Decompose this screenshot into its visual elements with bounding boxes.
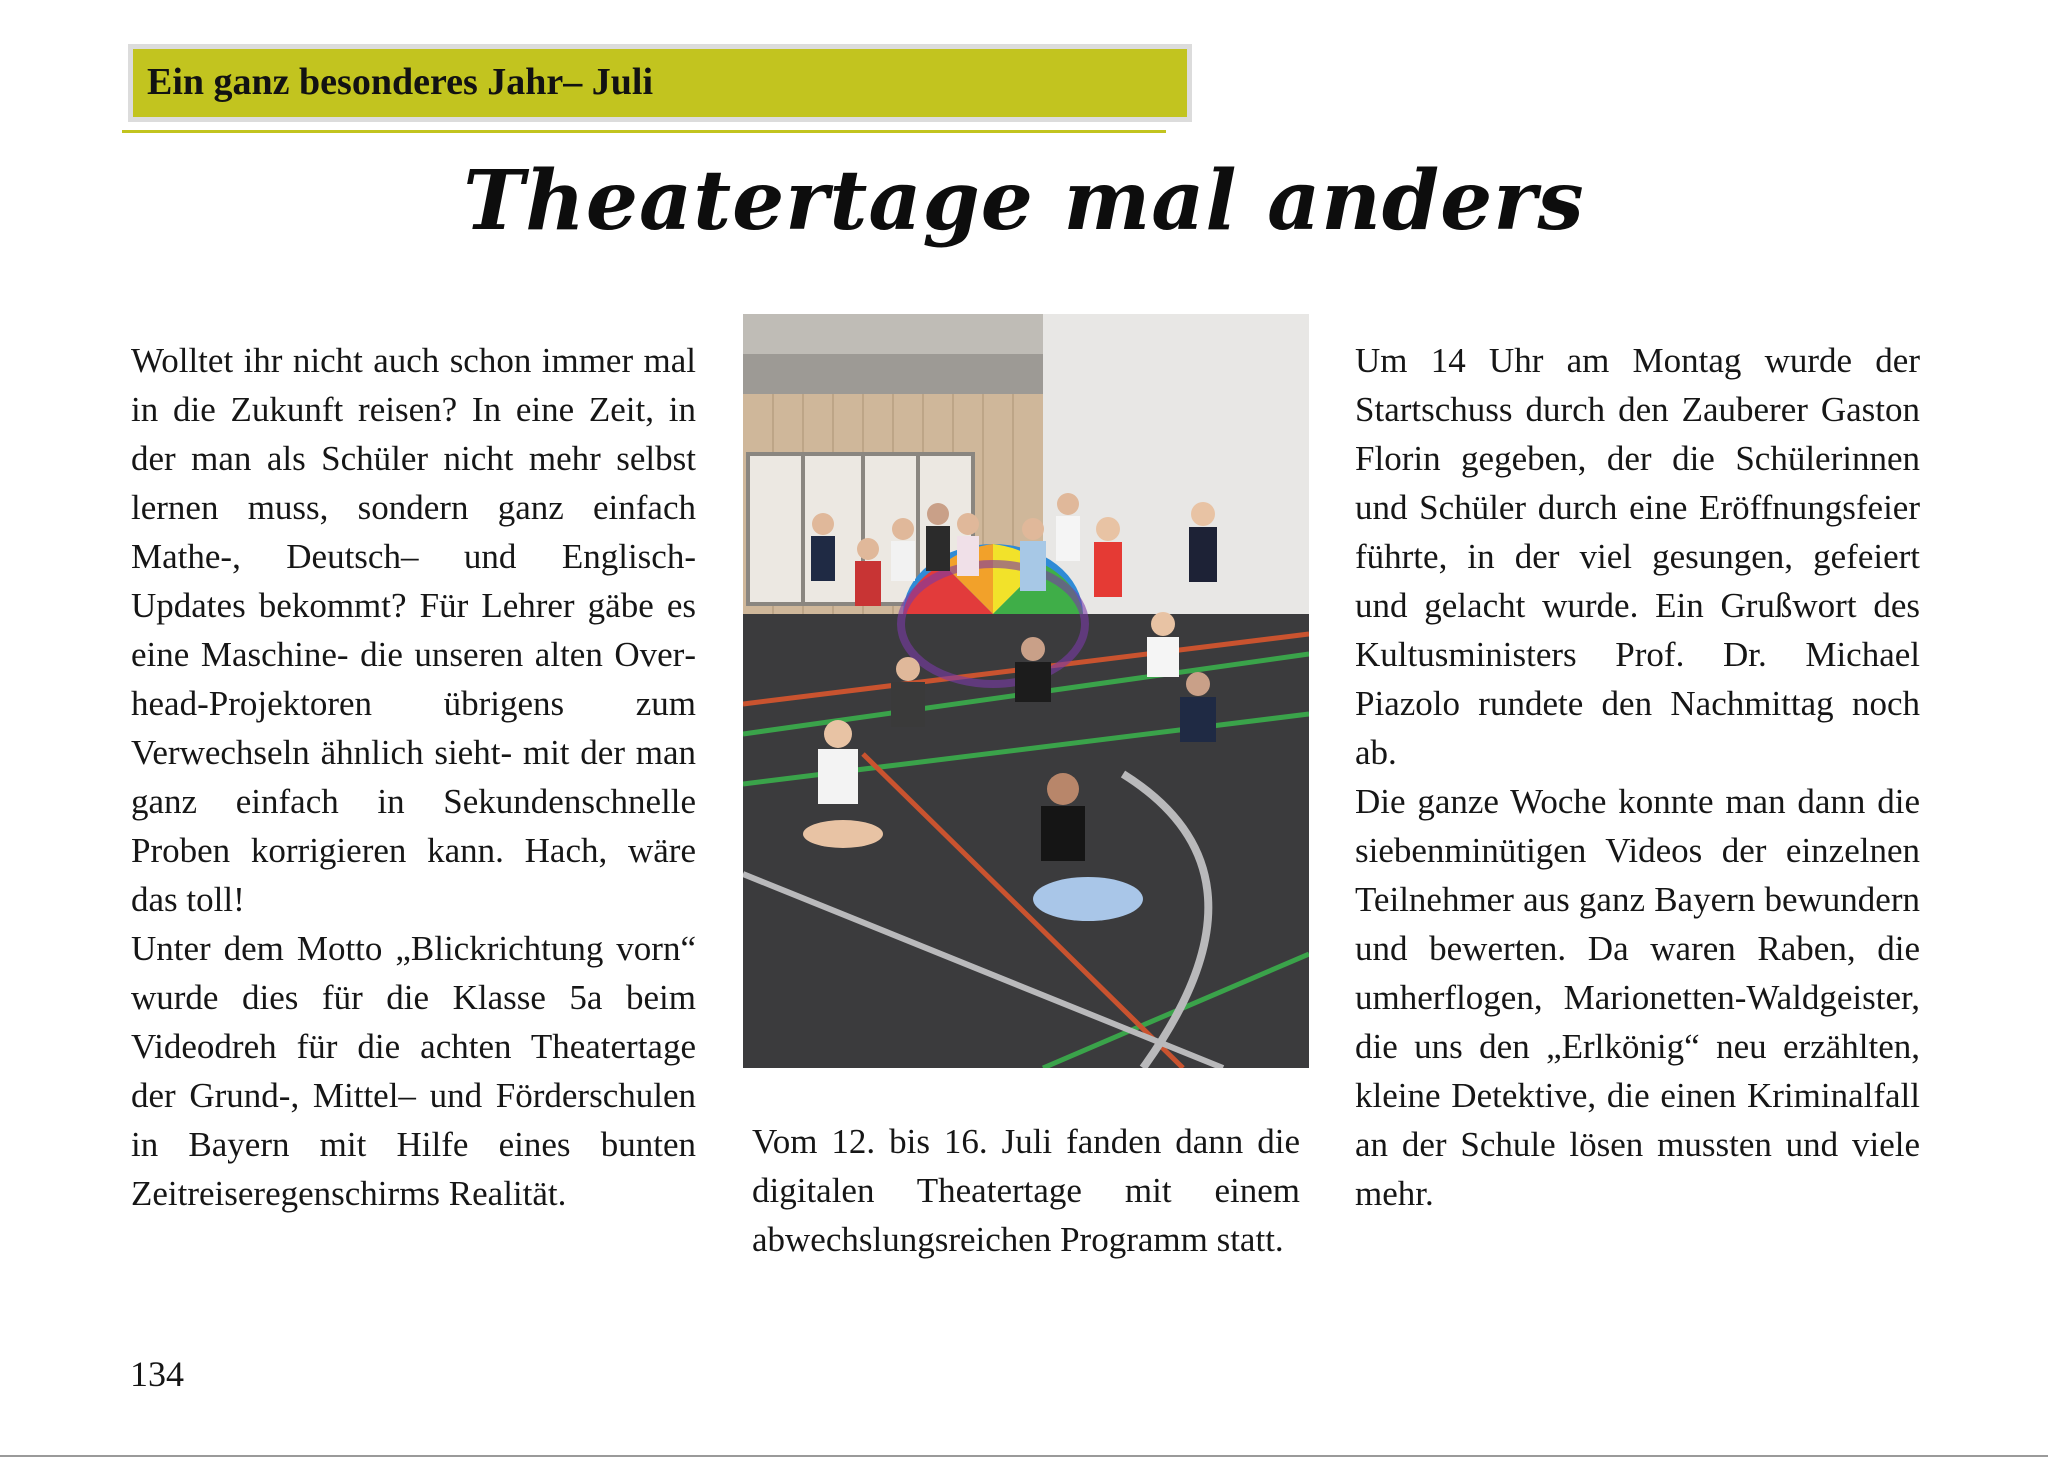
- page-number: 134: [130, 1354, 184, 1394]
- text-column-left: [131, 336, 696, 1218]
- paragraph: Unter dem Motto „Blickrichtung vorn“ wurde dies für die Klasse 5a beim Videodreh für die achten Theatertage der Grund-, Mittel– und Förderschulen in Bayern mit Hilfe eines bunten Zeitreiseregenschirms Realität.: [131, 929, 696, 1213]
- section-label: Ein ganz besonderes Jahr– Juli: [147, 61, 654, 103]
- article-title: Theatertage mal anders: [463, 153, 1585, 249]
- paragraph: Wolltet ihr nicht auch schon immer mal in die Zukunft reisen? In eine Zeit, in der man als Schüler nicht mehr selbst lernen muss, sondern ganz einfach Mathe-, Deutsch– und Englisch-Updates bekommt? Für Lehrer gäbe es eine Maschine- die unseren alten Overhead-Projektoren übrigens zum Verwechseln ähnlich sieht- mit der man ganz einfach in Sekundenschnelle Proben korrigieren kann. Hach, wäre das toll!: [131, 341, 696, 919]
- group-photo-illustration: [743, 314, 1309, 1068]
- page-bottom-divider: [0, 1455, 2048, 1457]
- section-header: [128, 44, 1192, 122]
- group-photo: [743, 314, 1309, 1068]
- text-column-right: [1355, 336, 1920, 1218]
- text-column-middle: [752, 1117, 1300, 1264]
- section-underline: [122, 130, 1166, 133]
- paragraph: Die ganze Woche konnte man dann die siebenminütigen Videos der einzelnen Teilnehmer aus ganz Bayern bewundern und bewerten. Da waren Raben, die umherflogen, Marionetten-Waldgeister, die uns den „Erlkönig“ neu erzählten, kleine Detektive, die einen Kriminalfall an der Schule lösen mussten und viele mehr.: [1355, 782, 1920, 1213]
- paragraph: Vom 12. bis 16. Juli fanden dann die digitalen Theatertage mit einem abwechslungsreichen Programm statt.: [752, 1122, 1300, 1259]
- paragraph: Um 14 Uhr am Montag wurde der Startschuss durch den Zauberer Gaston Florin gegeben, der die Schülerinnen und Schüler durch eine Eröffnungsfeier führte, in der viel gesungen, gefeiert und gelacht wurde. Ein Grußwort des Kultusministers Prof. Dr. Michael Piazolo rundete den Nachmittag noch ab.: [1355, 341, 1920, 772]
